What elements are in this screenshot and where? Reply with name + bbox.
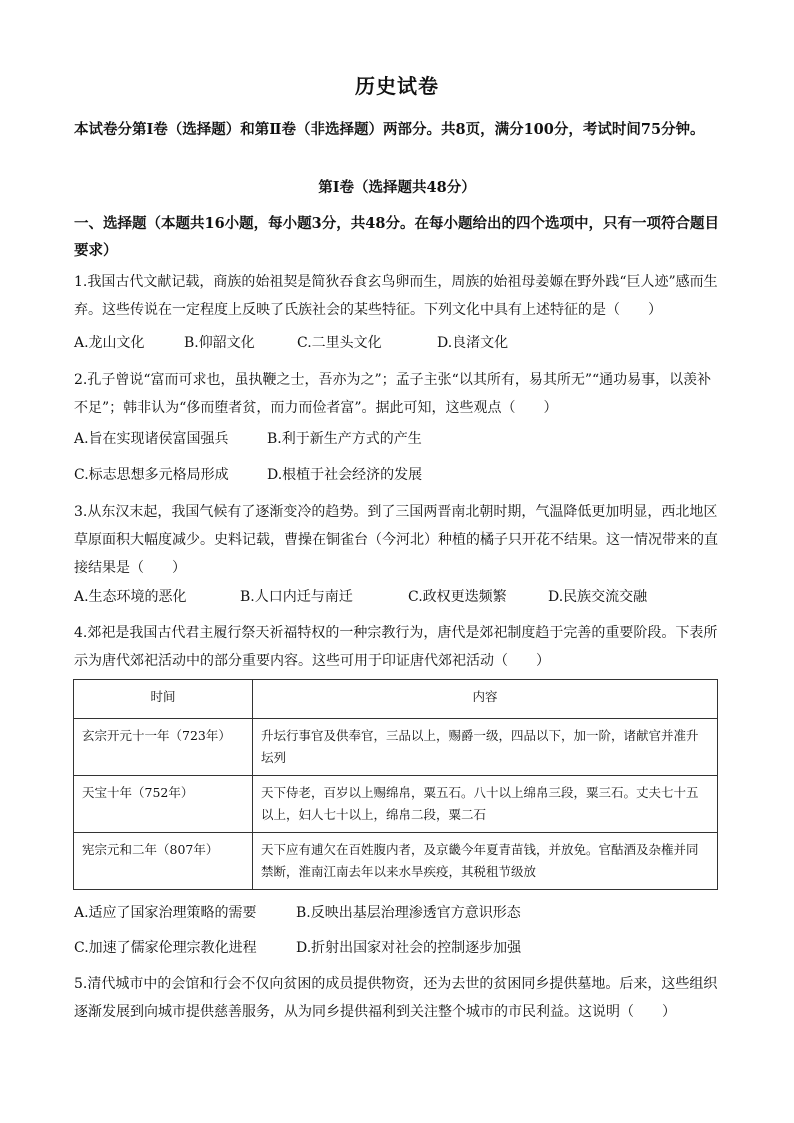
question-4-option-c: C.加速了儒家伦理宗教化进程 [74,940,257,956]
question-2-options-row-2 [74,465,722,485]
question-2-option-b: B.利于新生产方式的产生 [267,431,422,447]
question-4-options-row-2 [74,938,722,958]
question-4-stem: 4.郊祀是我国古代君主履行祭天祈福特权的一种宗教行为，唐代是郊祀制度趋于完善的重要阶段。下表所示为唐代郊祀活动中的部分重要内容。这些可用于印证唐代郊祀活动（ ） [74,625,718,669]
question-3-option-a: A.生态环境的恶化 [74,589,187,605]
question-2-options-row-1 [74,429,722,449]
table-cell-time: 宪宗元和二年（807年） [74,833,253,890]
table-cell-content: 升坛行事官及供奉官，三品以上，赐爵一级，四品以下，加一阶，诸献官并准升坛列 [253,719,718,776]
table-header-content: 内容 [253,680,718,719]
table-row [74,719,718,776]
question-3-option-c: C.政权更迭频繁 [408,589,507,605]
table-cell-content: 天下侍老，百岁以上赐绵帛，粟五石。八十以上绵帛三段，粟三石。丈夫七十五以上，妇人七十以上，绵帛二段，粟二石 [253,776,718,833]
table-cell-content: 天下应有逋欠在百姓腹内者，及京畿今年夏青苗钱，并放免。官酤酒及杂権并同禁断，淮南江南去年以来水旱疾疫，其税租节级放 [253,833,718,890]
table-header-row [74,680,718,719]
question-4-option-d: D.折射出国家对社会的控制逐步加强 [296,940,522,956]
exam-title: 历史试卷 [355,74,439,98]
question-3-option-b: B.人口内迁与南迁 [240,589,353,605]
question-4-options-row-1 [74,903,722,923]
part-heading: 一、选择题（本题共16小题，每小题3分，共48分。在每小题给出的四个选项中，只有一项符合题目要求） [74,215,719,259]
question-1-option-d: D.良渚文化 [437,335,509,351]
table-header-time: 时间 [74,680,253,719]
table-cell-time: 天宝十年（752年） [74,776,253,833]
question-1-option-b: B.仰韶文化 [184,335,255,351]
question-4-option-b: B.反映出基层治理渗透官方意识形态 [296,905,521,921]
question-1-option-a: A.龙山文化 [74,335,145,351]
question-1-options [74,333,722,353]
question-3-stem: 3.从东汉末起，我国气候有了逐渐变冷的趋势。到了三国两晋南北朝时期，气温降低更加明显，西北地区草原面积大幅度减少。史料记载，曹操在铜雀台（今河北）种植的橘子只开花不结果。这一情况带来的直接结果是（ ） [74,504,718,576]
exam-intro: 本试卷分第Ⅰ卷（选择题）和第Ⅱ卷（非选择题）两部分。共8页，满分100分，考试时间75分钟。 [74,121,705,138]
question-3-option-d: D.民族交流交融 [548,589,648,605]
question-2-option-a: A.旨在实现诸侯富国强兵 [74,431,229,447]
section-title: 第Ⅰ卷（选择题共48分） [318,179,476,196]
question-2-option-c: C.标志思想多元格局形成 [74,467,229,483]
table-row [74,776,718,833]
question-1-option-c: C.二里头文化 [297,335,382,351]
question-1-stem: 1.我国古代文献记载，商族的始祖契是简狄吞食玄鸟卵而生，周族的始祖母姜嫄在野外践“巨人迹”感而生弃。这些传说在一定程度上反映了氏族社会的某些特征。下列文化中具有上述特征的是（ ） [74,274,718,318]
question-4-option-a: A.适应了国家治理策略的需要 [74,905,257,921]
table-cell-time: 玄宗开元十一年（723年） [74,719,253,776]
question-2-stem: 2.孔子曾说“富而可求也，虽执鞭之士，吾亦为之”；孟子主张“以其所有，易其所无”“通功易事，以羡补不足”；韩非认为“侈而堕者贫，而力而俭者富”。据此可知，这些观点（ ） [74,372,712,416]
question-2-option-d: D.根植于社会经济的发展 [267,467,423,483]
question-5-stem: 5.清代城市中的会馆和行会不仅向贫困的成员提供物资，还为去世的贫困同乡提供墓地。后来，这些组织逐渐发展到向城市提供慈善服务，从为同乡提供福利到关注整个城市的市民利益。这说明（ ） [74,976,718,1020]
table-row [74,833,718,890]
tang-suburban-sacrifice-table [73,679,718,890]
question-3-options [74,587,722,607]
